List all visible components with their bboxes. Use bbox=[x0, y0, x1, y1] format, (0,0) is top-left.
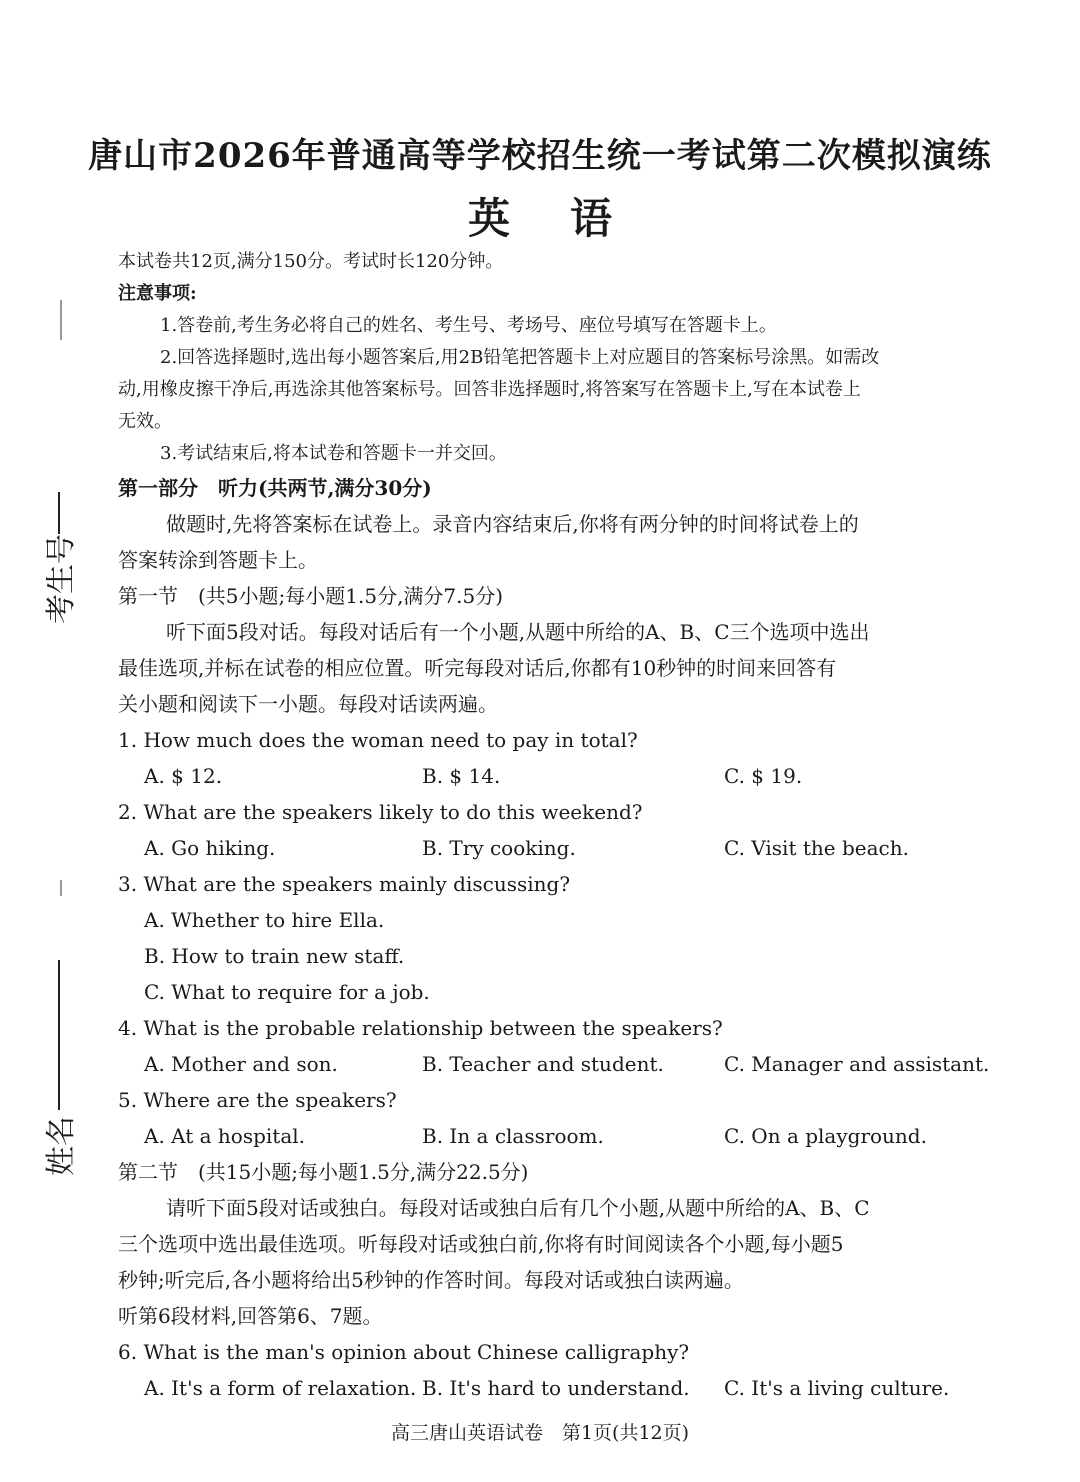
exam-number-label: 考生号 bbox=[44, 534, 79, 624]
option-b: B. $ 14. bbox=[422, 764, 501, 788]
option-a: A. Whether to hire Ella. bbox=[144, 908, 385, 932]
instruction-line: 答案转涂到答题卡上。 bbox=[118, 548, 318, 572]
instruction-line: 做题时,先将答案标在试卷上。录音内容结束后,你将有两分钟的时间将试卷上的 bbox=[166, 512, 859, 536]
option-c: C. On a playground. bbox=[724, 1124, 927, 1148]
options-row bbox=[118, 1046, 1018, 1082]
instruction-line: 秒钟;听完后,各小题将给出5秒钟的作答时间。每段对话或独白读两遍。 bbox=[118, 1268, 744, 1292]
question-stem: 5. Where are the speakers? bbox=[118, 1088, 397, 1112]
options-row bbox=[118, 1370, 1018, 1406]
options-row bbox=[118, 758, 1018, 794]
name-label: 姓名 bbox=[44, 1116, 79, 1176]
material-note: 听第6段材料,回答第6、7题。 bbox=[118, 1304, 383, 1328]
option-c: C. What to require for a job. bbox=[144, 980, 430, 1004]
instruction-line: 关小题和阅读下一小题。每段对话读两遍。 bbox=[118, 692, 498, 716]
notice-line: 动,用橡皮擦干净后,再选涂其他答案标号。回答非选择题时,将答案写在答题卡上,写在本试卷上 bbox=[118, 379, 861, 400]
notice-heading: 注意事项: bbox=[118, 283, 197, 304]
instruction-line: 听下面5段对话。每段对话后有一个小题,从题中所给的A、B、C三个选项中选出 bbox=[166, 620, 870, 644]
option-c: C. Visit the beach. bbox=[724, 836, 909, 860]
part1-heading: 第一部分 听力(共两节,满分30分) bbox=[118, 476, 432, 500]
option-b: B. It's hard to understand. bbox=[422, 1376, 690, 1400]
option-a: A. $ 12. bbox=[144, 764, 223, 788]
option-c: C. $ 19. bbox=[724, 764, 803, 788]
section1-heading: 第一节 (共5小题;每小题1.5分,满分7.5分) bbox=[118, 584, 504, 608]
option-c: C. It's a living culture. bbox=[724, 1376, 950, 1400]
question-stem: 6. What is the man's opinion about Chinese calligraphy? bbox=[118, 1340, 690, 1364]
question-stem: 4. What is the probable relationship between the speakers? bbox=[118, 1016, 723, 1040]
instruction-line: 三个选项中选出最佳选项。听每段对话或独白前,你将有时间阅读各个小题,每小题5 bbox=[118, 1232, 844, 1256]
name-blank bbox=[58, 960, 60, 1110]
option-a: A. It's a form of relaxation. bbox=[144, 1376, 417, 1400]
options-row bbox=[118, 1118, 1018, 1154]
option-a: A. At a hospital. bbox=[144, 1124, 306, 1148]
exam-title: 唐山市2026年普通高等学校招生统一考试第二次模拟演练 bbox=[88, 136, 992, 176]
section2-heading: 第二节 (共15小题;每小题1.5分,满分22.5分) bbox=[118, 1160, 529, 1184]
option-b: B. Try cooking. bbox=[422, 836, 576, 860]
question-stem: 2. What are the speakers likely to do this weekend? bbox=[118, 800, 643, 824]
notice-line: 无效。 bbox=[118, 411, 172, 432]
notice-line: 3.考试结束后,将本试卷和答题卡一并交回。 bbox=[160, 443, 507, 464]
exam-number-blank bbox=[58, 492, 60, 534]
page-footer: 高三唐山英语试卷 第1页(共12页) bbox=[390, 1422, 690, 1444]
option-b: B. How to train new staff. bbox=[144, 944, 405, 968]
exam-content bbox=[118, 246, 1018, 1406]
option-a: A. Mother and son. bbox=[144, 1052, 338, 1076]
instruction-line: 请听下面5段对话或独白。每段对话或独白后有几个小题,从题中所给的A、B、C bbox=[166, 1196, 870, 1220]
subject-title: 英语 bbox=[467, 194, 672, 243]
notice-line: 2.回答选择题时,选出每小题答案后,用2B铅笔把答题卡上对应题目的答案标号涂黑。如需改 bbox=[160, 347, 880, 368]
exam-info: 本试卷共12页,满分150分。考试时长120分钟。 bbox=[118, 251, 504, 272]
binding-mark bbox=[60, 300, 62, 340]
question-stem: 1. How much does the woman need to pay in total? bbox=[118, 728, 638, 752]
instruction-line: 最佳选项,并标在试卷的相应位置。听完每段对话后,你都有10秒钟的时间来回答有 bbox=[118, 656, 837, 680]
option-b: B. Teacher and student. bbox=[422, 1052, 664, 1076]
question-stem: 3. What are the speakers mainly discussing? bbox=[118, 872, 571, 896]
options-row bbox=[118, 830, 1018, 866]
binding-mark bbox=[60, 880, 62, 896]
option-c: C. Manager and assistant. bbox=[724, 1052, 990, 1076]
option-b: B. In a classroom. bbox=[422, 1124, 604, 1148]
option-a: A. Go hiking. bbox=[144, 836, 276, 860]
notice-line: 1.答卷前,考生务必将自己的姓名、考生号、考场号、座位号填写在答题卡上。 bbox=[160, 315, 777, 336]
